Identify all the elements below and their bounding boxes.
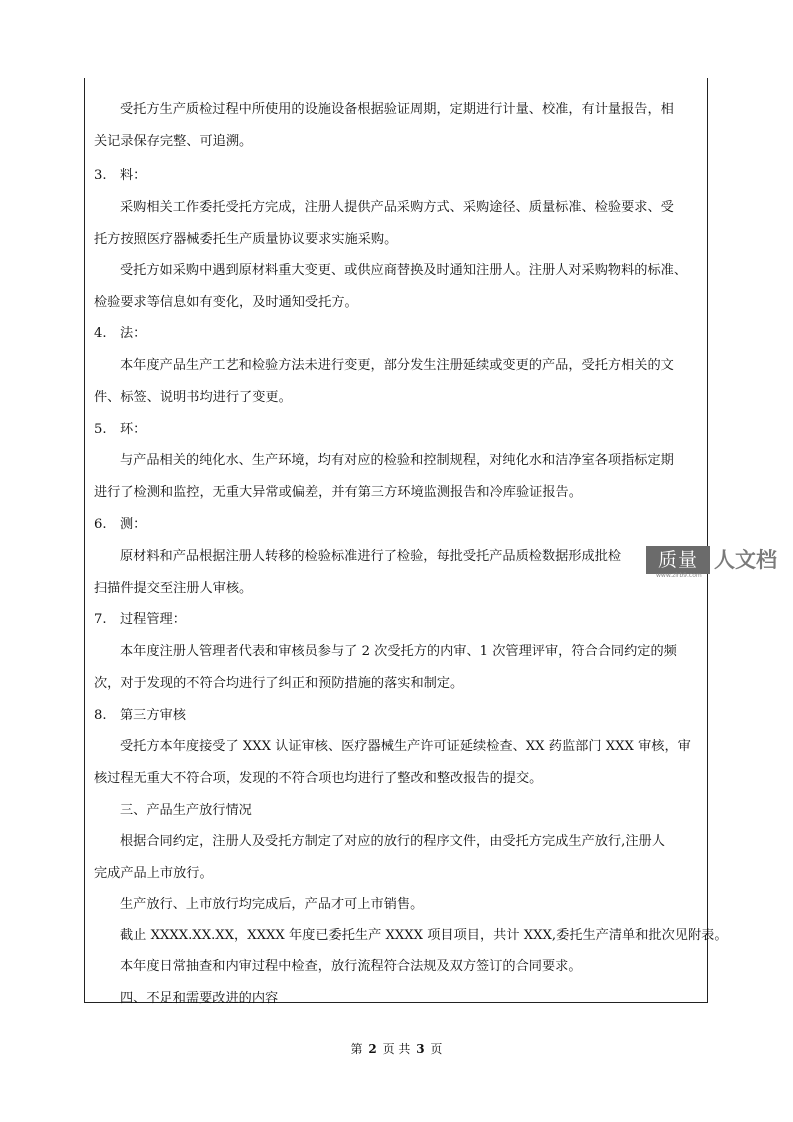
paragraph-line: 采购相关工作委托受托方完成，注册人提供产品采购方式、采购途径、质量标准、检验要求、受 [120,200,674,215]
paragraph-line: 原材料和产品根据注册人转移的检验标准进行了检验，每批受托产品质检数据形成批检 [120,549,622,564]
paragraph-line: 根据合同约定，注册人及受托方制定了对应的放行的程序文件，由受托方完成生产放行,注册人 [120,834,665,849]
section-title: 测： [120,517,147,532]
paragraph-line: 截止 XXXX.XX.XX，XXXX 年度已委托生产 XXXX 项目项目，共计 XXX,委托生产清单和批次见附表。 [120,928,728,943]
paragraph-line: 扫描件提交至注册人审核。 [94,581,253,596]
watermark-text: 人文档 [714,548,777,572]
section-number: 4. [94,326,107,341]
watermark-badge: 质量 [646,546,710,574]
paragraph-line: 本年度日常抽查和内审过程中检查，放行流程符合法规及双方签订的合同要求。 [120,959,582,974]
watermark-logo [646,546,782,578]
paragraph-line: 本年度注册人管理者代表和审核员参与了 2 次受托方的内审、1 次管理评审，符合合同约定的频 [120,644,677,659]
footer-total-pages: 3 [416,1042,425,1056]
section-title: 料： [120,168,147,183]
paragraph-line: 进行了检测和监控，无重大异常或偏差，并有第三方环境监测报告和冷库验证报告。 [94,485,582,500]
footer-prefix: 第 [350,1042,363,1056]
paragraph-line: 检验要求等信息如有变化，及时通知受托方。 [94,295,358,310]
paragraph-line: 三、产品生产放行情况 [120,803,252,818]
section-number: 3. [94,168,107,183]
section-title: 法： [120,326,147,341]
section-number: 6. [94,517,107,532]
paragraph-line: 完成产品上市放行。 [94,866,213,881]
paragraph-line: 托方按照医疗器械委托生产质量协议要求实施采购。 [94,232,398,247]
section-title: 环： [120,422,147,437]
footer-page-number: 2 [368,1042,377,1056]
paragraph-line: 四、不足和需要改进的内容 [120,991,279,1006]
page-footer [0,1041,793,1057]
paragraph-line: 生产放行、上市放行均完成后，产品才可上市销售。 [120,897,424,912]
paragraph-line: 关记录保存完整、可追溯。 [94,134,253,149]
paragraph-line: 核过程无重大不符合项，发现的不符合项也均进行了整改和整改报告的提交。 [94,771,543,786]
paragraph-line: 受托方生产质检过程中所使用的设施设备根据验证周期，定期进行计量、校准，有计量报告，相 [120,102,674,117]
paragraph-line: 本年度产品生产工艺和检验方法未进行变更，部分发生注册延续或变更的产品，受托方相关的文 [120,358,674,373]
paragraph-line: 受托方本年度接受了 XXX 认证审核、医疗器械生产许可证延续检查、XX 药监部门 XXX 审核，审 [120,739,691,754]
section-title: 第三方审核 [120,708,186,723]
watermark-url: www.zlrb9.com [656,572,702,579]
section-number: 8. [94,708,107,723]
paragraph-line: 受托方如采购中遇到原材料重大变更、或供应商替换及时通知注册人。注册人对采购物料的标准、 [120,263,688,278]
section-number: 7. [94,612,107,627]
footer-suffix: 页 [430,1042,443,1056]
footer-middle: 页 共 [382,1042,411,1056]
section-number: 5. [94,422,107,437]
paragraph-line: 与产品相关的纯化水、生产环境，均有对应的检验和控制规程，对纯化水和洁净室各项指标定期 [120,453,674,468]
paragraph-line: 次，对于发现的不符合均进行了纠正和预防措施的落实和制定。 [94,676,464,691]
section-title: 过程管理： [120,612,186,627]
paragraph-line: 件、标签、说明书均进行了变更。 [94,390,292,405]
